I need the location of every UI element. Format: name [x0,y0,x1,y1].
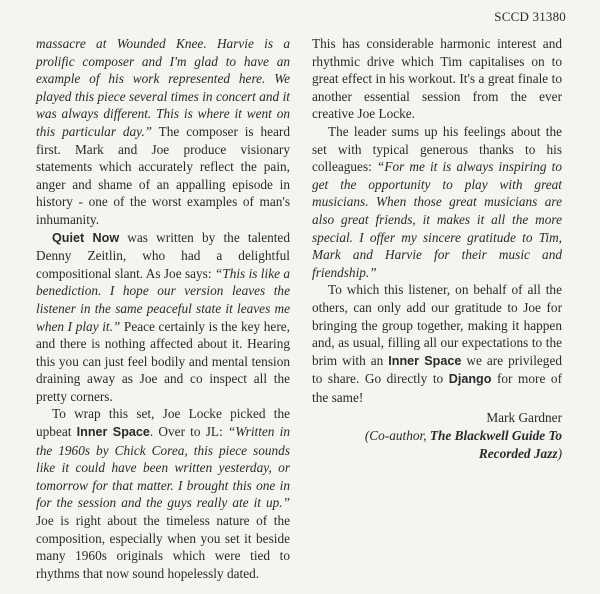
track-title-quiet-now: Quiet Now [52,230,120,245]
quote-benediction: “This is like a benediction. I hope our version leaves the listener in the same peaceful state it leaves me when I play it.” [36,265,290,334]
signature [312,409,562,462]
quote-chick-corea: “Written in the 1960s by Chick Corea, this piece sounds like it could have been written yesterday, or tomorrow for that matter. I brought this one in for the session and the guys really ate it up.” [36,424,290,511]
text-more: for more of the same! [312,371,562,405]
paragraph-finale: This has considerable harmonic interest and rhythmic drive which Tim capitalises on to great effect in his workout. It's a great finale to another essential session from the ever creative Joe Locke. [312,36,562,122]
text-listener: To which this listener, on behalf of all the others, can only add our gratitude to Joe for bringing the group together, making it happen and, as usual, filling all our expectations to the brim with an [312,282,562,368]
album-title-django: Django [448,372,492,387]
paragraph-leader-thanks [312,123,562,281]
catalog-number: SCCD 31380 [494,9,566,24]
text-wrap-set: To wrap this set, Joe Locke picked the upbeat [36,406,290,440]
text-over-to-jl: . Over to JL: [149,424,228,440]
paragraph-quiet-now [36,229,290,406]
text-timeless: Joe is right about the timeless nature of the composition, especially when you set it beside many 1960s originals which were tied to rhythms that now sound hopelessly dated. [36,513,290,581]
credit-close: ) [557,445,562,461]
paragraph-wounded-knee [36,35,290,229]
track-title-inner-space: Inner Space [76,425,150,440]
author-credit [312,427,562,462]
text-privileged: we are privileged to share. Go directly to [312,352,563,387]
right-column [312,35,562,462]
text-peace: Peace certainly is the key here, and there is nothing affected about it. Hearing this you can just feel bodily and mental tension draining away as Joe and co inspect all the pretty corners. [36,318,290,404]
quote-harvie: massacre at Wounded Knee. Harvie is a prolific composer and I'm glad to have an example of his work represented here. We played this piece several times in concert and it was always different. This is where it went on this particular day.” [36,36,290,139]
book-title: The Blackwell Guide To Recorded Jazz [429,428,562,461]
quote-gratitude: “For me it is always inspiring to get the opportunity to play with great musicians. When those great musicians are also great friends, it makes it all the more special. I offer my sincere gratitude to Tim, Mark and Harvie for their music and friendship.” [312,159,562,280]
author-name: Mark Gardner [486,410,562,426]
text-zeitlin: was written by the talented Denny Zeitlin, who had a delightful compositional slant. As Joe says: [36,229,290,281]
left-column [36,35,290,582]
track-title-inner-space-2: Inner Space [388,353,462,368]
text-composer: The composer is heard first. Mark and Joe produce visionary statements which accurately reflect the pain, anger and shame of an appalling episode in history - one of the worst examples of man's inhumanity. [36,123,290,227]
paragraph-listener [312,281,562,406]
text-leader: The leader sums up his feelings about the set with typical generous thanks to his colleagues: [312,123,562,175]
paragraph-inner-space [36,405,290,582]
credit-open: (Co-author, [364,428,430,444]
